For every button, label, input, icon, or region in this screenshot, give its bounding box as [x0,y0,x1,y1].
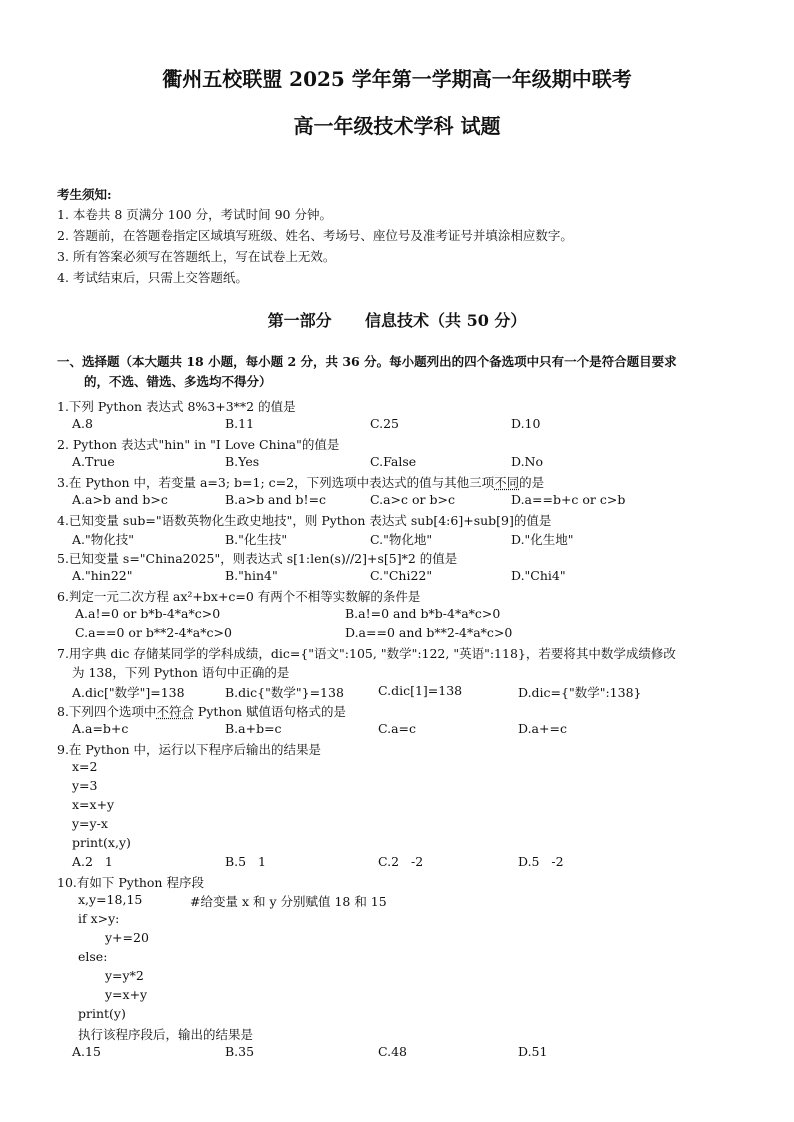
question-3-option-d: D.a==b+c or c>b [511,492,626,507]
question-8-stem-pre: 8.下列四个选项中 [57,704,157,719]
question-2-option-d: D.No [511,454,544,469]
code-comment: #给变量 x 和 y 分别赋值 18 和 15 [190,894,387,909]
code-line: y=y-x [72,816,108,831]
question-4-option-d: D."化生地" [511,532,574,547]
code-line: y+=20 [105,930,149,945]
code-line: x,y=18,15 [78,892,143,907]
question-3-stem-post: 的是 [519,475,545,490]
question-4-stem: 4.已知变量 sub="语数英物化生政史地技"，则 Python 表达式 sub[4:6]+sub[9]的值是 [57,513,552,528]
question-3-option-a: A.a>b and b>c [72,492,168,507]
notice-heading: 考生须知: [57,187,112,202]
question-7-option-a: A.dic["数学"]=138 [72,685,185,700]
question-4-option-b: B."化生技" [225,532,288,547]
question-3-stem-pre: 3.在 Python 中，若变量 a=3; b=1; c=2，下列选项中表达式的值与其他三项 [57,475,495,490]
question-8-stem [57,702,346,720]
question-7-stem-line-1: 7.用字典 dic 存储某同学的学科成绩，dic={"语文":105, "数学":122, "英语":118}，若要将其中数学成绩修改 [57,646,676,661]
code-line: x=2 [72,759,98,774]
question-5-option-d: D."Chi4" [511,568,566,583]
question-9-option-b: B.5 1 [225,854,266,869]
notice-item: 3. 所有答案必须写在答题纸上，写在试卷上无效。 [57,249,336,264]
code-line: else: [78,949,108,964]
question-4-option-a: A."物化技" [72,532,134,547]
question-8-option-c: C.a=c [378,721,417,736]
question-6-stem: 6.判定一元二次方程 ax²+bx+c=0 有两个不相等实数解的条件是 [57,589,421,604]
question-1-option-b: B.11 [225,416,255,431]
question-9-stem: 9.在 Python 中，运行以下程序后输出的结果是 [57,742,321,757]
code-line: y=3 [72,778,98,793]
question-3-stem [57,473,544,491]
code-line: y=y*2 [105,968,144,983]
question-6-option-c: C.a==0 or b**2-4*a*c>0 [75,625,232,640]
question-8-stem-emphasis: 不符合 [156,704,194,719]
notice-item: 2. 答题前，在答题卷指定区域填写班级、姓名、考场号、座位号及准考证号并填涂相应数字。 [57,228,573,243]
question-1-option-a: A.8 [72,416,93,431]
question-3-stem-emphasis: 不同 [494,475,520,490]
question-10-tail: 执行该程序段后，输出的结果是 [78,1027,254,1042]
question-7-option-b: B.dic{"数学"}=138 [225,685,344,700]
question-8-option-a: A.a=b+c [72,721,129,736]
question-5-option-a: A."hin22" [72,568,133,583]
question-9-option-d: D.5 -2 [518,854,564,869]
question-1-option-d: D.10 [511,416,541,431]
instructions-line-1: 一、选择题（本大题共 18 小题，每小题 2 分，共 36 分。每小题列出的四个备选项中只有一个是符合题目要求 [57,354,677,369]
question-2-stem: 2. Python 表达式"hin" in "I Love China"的值是 [57,437,340,452]
code-line: print(x,y) [72,835,131,850]
code-line: print(y) [78,1006,126,1021]
question-8-stem-post: Python 赋值语句格式的是 [193,704,347,719]
notice-item: 1. 本卷共 8 页满分 100 分，考试时间 90 分钟。 [57,207,332,222]
question-5-stem: 5.已知变量 s="China2025"，则表达式 s[1:len(s)//2]+s[5]*2 的值是 [57,551,458,566]
exam-title: 衢州五校联盟 2025 学年第一学期高一年级期中联考 [162,67,632,91]
question-10-stem: 10.有如下 Python 程序段 [57,875,204,890]
question-2-option-a: A.True [72,454,115,469]
question-1-option-c: C.25 [370,416,399,431]
code-line: if x>y: [78,911,120,926]
question-9-option-c: C.2 -2 [378,854,424,869]
question-8-option-d: D.a+=c [518,721,567,736]
choice-instructions [57,352,747,392]
question-10-option-b: B.35 [225,1044,255,1059]
notice-item: 4. 考试结束后，只需上交答题纸。 [57,270,248,285]
question-4-option-c: C."物化地" [370,532,433,547]
question-6-option-a: A.a!=0 or b*b-4*a*c>0 [75,606,221,621]
question-10-option-d: D.51 [518,1044,548,1059]
question-5-option-c: C."Chi22" [370,568,433,583]
question-5-option-b: B."hin4" [225,568,278,583]
code-line: y=x+y [105,987,148,1002]
question-6-option-d: D.a==0 and b**2-4*a*c>0 [345,625,513,640]
exam-subtitle: 高一年级技术学科 试题 [293,114,501,138]
question-3-option-b: B.a>b and b!=c [225,492,327,507]
question-9-option-a: A.2 1 [72,854,113,869]
question-1-stem: 1.下列 Python 表达式 8%3+3**2 的值是 [57,399,296,414]
question-8-option-b: B.a+b=c [225,721,282,736]
code-line: x=x+y [72,797,115,812]
question-6-option-b: B.a!=0 and b*b-4*a*c>0 [345,606,501,621]
question-2-option-c: C.False [370,454,417,469]
question-2-option-b: B.Yes [225,454,260,469]
question-7-option-d: D.dic={"数学":138} [518,685,642,700]
question-10-option-c: C.48 [378,1044,407,1059]
question-7-stem-line-2: 为 138，下列 Python 语句中正确的是 [72,665,290,680]
instructions-line-2: 的，不选、错选、多选均不得分） [84,374,272,389]
question-3-option-c: C.a>c or b>c [370,492,455,507]
section-title: 第一部分 信息技术（共 50 分） [267,311,527,330]
question-10-option-a: A.15 [72,1044,101,1059]
question-7-option-c: C.dic[1]=138 [378,683,463,698]
